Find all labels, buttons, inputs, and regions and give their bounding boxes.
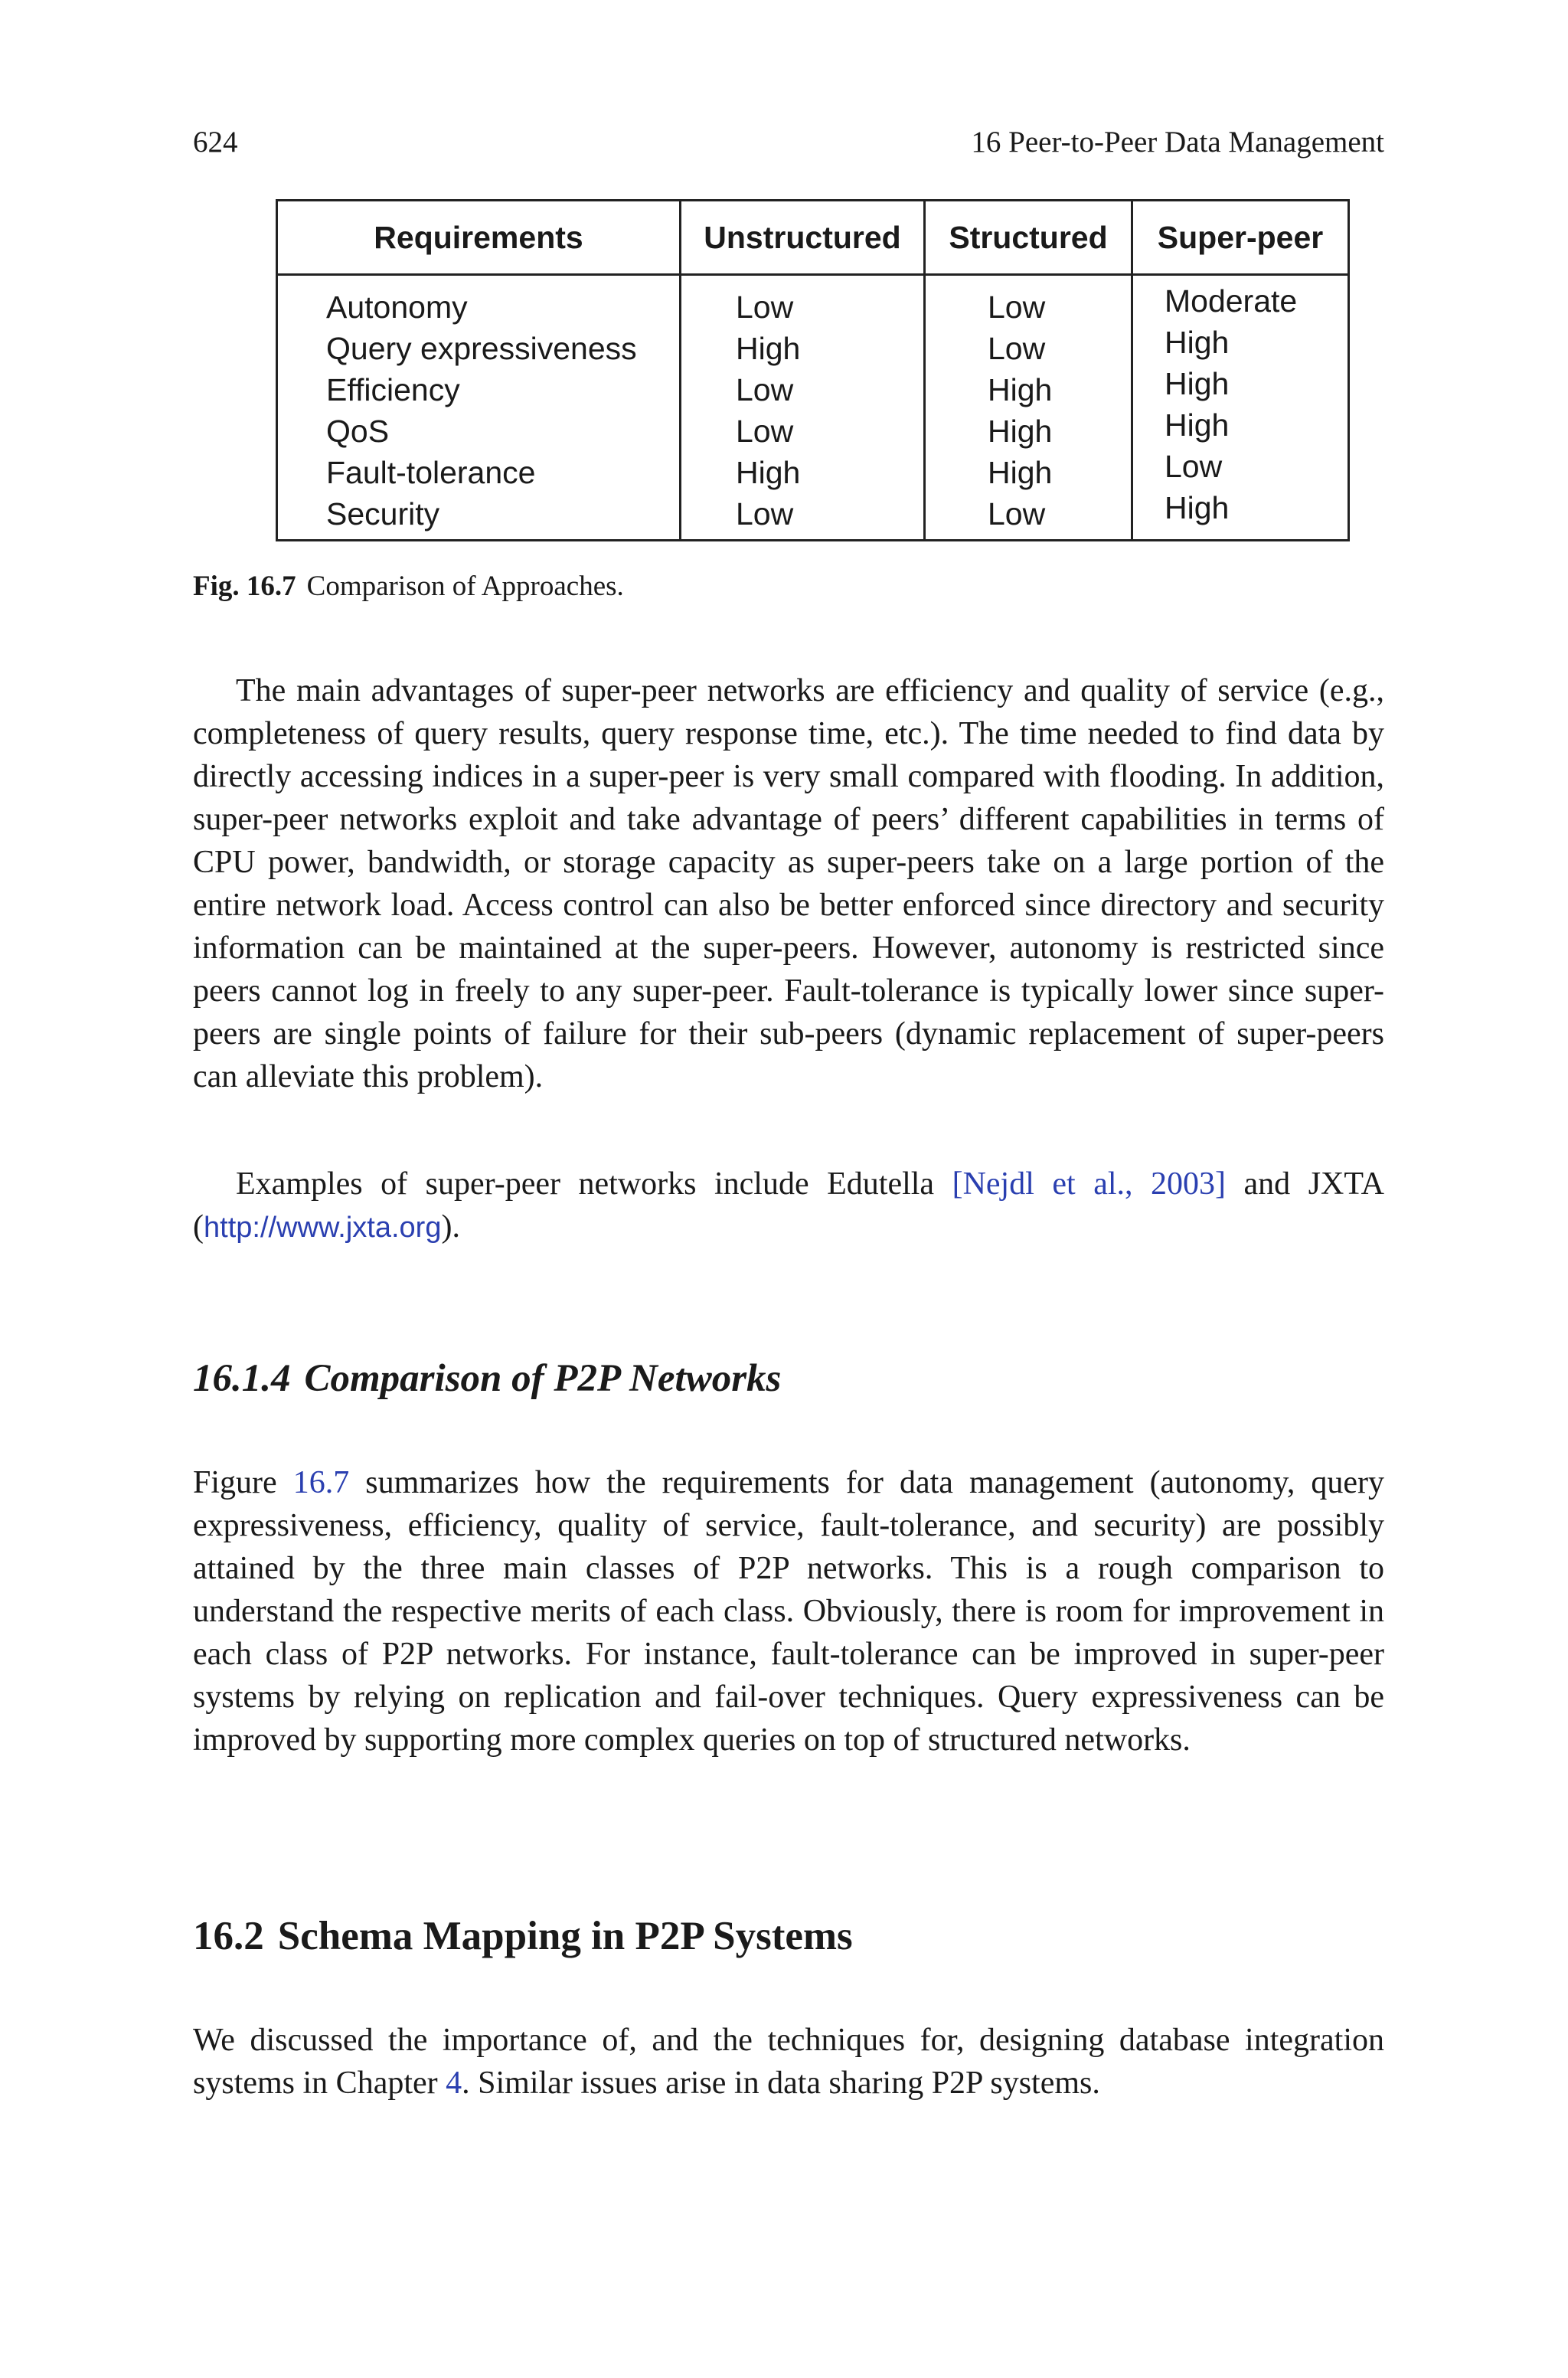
paragraph-comparison: [193, 1461, 1384, 1761]
paragraph-text: Figure: [193, 1465, 293, 1500]
structured-column: [925, 275, 1132, 541]
section-number: 16.2: [193, 1914, 264, 1958]
table-cell: Security: [326, 496, 440, 532]
figure-caption: [193, 568, 624, 605]
jxta-url-link[interactable]: http://www.jxta.org: [204, 1212, 442, 1244]
table-cell: High: [1165, 325, 1230, 360]
table-cell: Low: [736, 414, 794, 449]
table-cell: Low: [988, 289, 1046, 325]
paragraph-text: and JXTA (: [193, 1166, 1384, 1245]
section-heading-162: [193, 1912, 853, 1961]
comparison-table: [276, 199, 1350, 541]
table-cell: Low: [736, 372, 794, 407]
figure-reference-link[interactable]: 16.7: [292, 1465, 350, 1500]
table-cell: QoS: [326, 414, 390, 449]
table-cell: High: [736, 331, 801, 366]
section-title: Schema Mapping in P2P Systems: [277, 1914, 853, 1958]
page-number: 624: [193, 126, 238, 159]
paragraph-text: We discussed the importance of, and the techniques for, designing database integration systems in Chapter: [193, 2023, 1384, 2101]
super-peer-column: [1132, 275, 1349, 541]
table-body-row: [277, 275, 1349, 541]
table-cell: High: [988, 414, 1053, 449]
paragraph-text: summarizes how the requirements for data management (autonomy, query expressiveness, efficiency, quality of service, fault-tolerance, and security) are possibly attained by the three main classes of P2P networks. This is a rough comparison to understand the respective merits of each class. Obviously, there is room for improvement in each class of P2P networks. For instance, fault-tolerance can be improved in super-peer systems by relying on replication and fail-over techniques. Query expressiveness can be improved by supporting more complex queries on top of structured networks.: [193, 1465, 1384, 1758]
column-header-structured: Structured: [925, 201, 1132, 275]
table-cell: High: [988, 455, 1053, 490]
section-heading-1614: [193, 1354, 781, 1403]
table-cell: High: [736, 455, 801, 490]
paragraph-super-peer-examples: [193, 1163, 1384, 1249]
paragraph-super-peer-advantages: The main advantages of super-peer networks are efficiency and quality of service (e.g., completeness of query results, query response time, etc.). The time needed to find data by directly accessing indices in a super-peer is very small compared with flooding. In addition, super-peer networks exploit and take advantage of peers’ different capabilities in terms of CPU power, bandwidth, or storage capacity as super-peers take on a large portion of the entire network load. Access control can also be better enforced since directory and security information can be maintained at the super-peers. However, autonomy is restricted since peers cannot log in freely to any super-peer. Fault-tolerance is typically lower since super-peers are single points of failure for their sub-peers (dynamic replacement of super-peers can alleviate this problem).: [193, 673, 1384, 1094]
table-cell: Low: [988, 331, 1046, 366]
requirements-column: [277, 275, 681, 541]
table-cell: High: [1165, 366, 1230, 401]
paragraph-text: . Similar issues arise in data sharing P2P systems.: [462, 2066, 1100, 2101]
figure-label: Fig. 16.7: [193, 571, 296, 602]
paragraph-schema-mapping: [193, 2019, 1384, 2105]
citation-link[interactable]: [Nejdl et al., 2003]: [952, 1166, 1227, 1202]
paragraph-text: ).: [441, 1209, 460, 1245]
column-header-unstructured: Unstructured: [681, 201, 925, 275]
table-cell: Fault-tolerance: [326, 455, 536, 490]
table-cell: High: [1165, 490, 1230, 525]
paragraph-text: Examples of super-peer networks include Edutella: [236, 1166, 952, 1202]
table-cell: Efficiency: [326, 372, 460, 407]
chapter-title: 16 Peer-to-Peer Data Management: [971, 126, 1384, 159]
section-number: 16.1.4: [193, 1357, 291, 1400]
table-header-row: [277, 201, 1349, 275]
column-header-requirements: Requirements: [277, 201, 681, 275]
chapter-reference-link[interactable]: 4: [446, 2066, 462, 2101]
figure-caption-text: Comparison of Approaches.: [306, 571, 624, 602]
table-cell: High: [1165, 407, 1230, 443]
table-cell: Low: [1165, 449, 1223, 484]
table-cell: Moderate: [1165, 283, 1298, 319]
column-header-super-peer: Super-peer: [1132, 201, 1349, 275]
table-cell: Low: [736, 289, 794, 325]
table-cell: Low: [988, 496, 1046, 532]
table-cell: Low: [736, 496, 794, 532]
table-cell: High: [988, 372, 1053, 407]
table-cell: Autonomy: [326, 289, 468, 325]
section-title: Comparison of P2P Networks: [304, 1357, 782, 1400]
table-cell: Query expressiveness: [326, 331, 637, 366]
unstructured-column: [681, 275, 925, 541]
